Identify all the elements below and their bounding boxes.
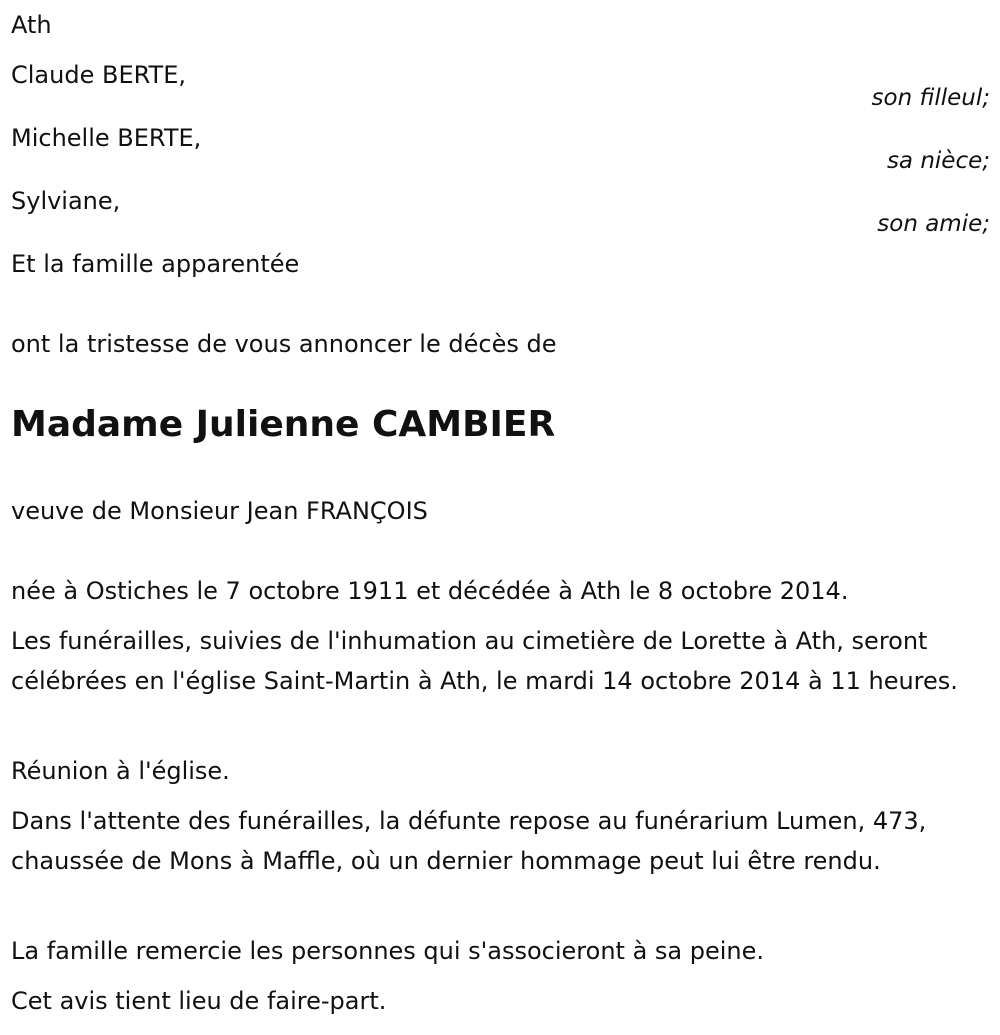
mourner-relation-3: son amie;	[877, 211, 990, 237]
funerarium-paragraph: Dans l'attente des funérailles, la défunte repose au funérarium Lumen, 473, chaussée de Mons à Maffle, où un dernier hommage peut lui être rendu.	[11, 807, 927, 875]
mourner-name-2: Michelle BERTE,	[11, 124, 202, 152]
funeral-paragraph: Les funérailles, suivies de l'inhumation au cimetière de Lorette à Ath, seront célébrées en l'église Saint-Martin à Ath, le mardi 14 octobre 2014 à 11 heures.	[11, 627, 958, 695]
family-line: Et la famille apparentée	[11, 250, 300, 278]
mourner-name-3: Sylviane,	[11, 187, 121, 215]
widow-of-line: veuve de Monsieur Jean FRANÇOIS	[11, 497, 428, 525]
place-line: Ath	[11, 11, 52, 39]
announcement-line: ont la tristesse de vous annoncer le décès de	[11, 330, 557, 358]
closing-paragraph: Cet avis tient lieu de faire-part.	[11, 987, 387, 1015]
mourner-relation-2: sa nièce;	[886, 148, 990, 174]
mourner-name-1: Claude BERTE,	[11, 61, 186, 89]
birth-death-paragraph: née à Ostiches le 7 octobre 1911 et décédée à Ath le 8 octobre 2014.	[11, 577, 849, 605]
thanks-paragraph: La famille remercie les personnes qui s'associeront à sa peine.	[11, 937, 765, 965]
meeting-paragraph: Réunion à l'église.	[11, 757, 230, 785]
mourner-relation-1: son filleul;	[871, 85, 990, 111]
deceased-name: Madame Julienne CAMBIER	[11, 404, 556, 445]
